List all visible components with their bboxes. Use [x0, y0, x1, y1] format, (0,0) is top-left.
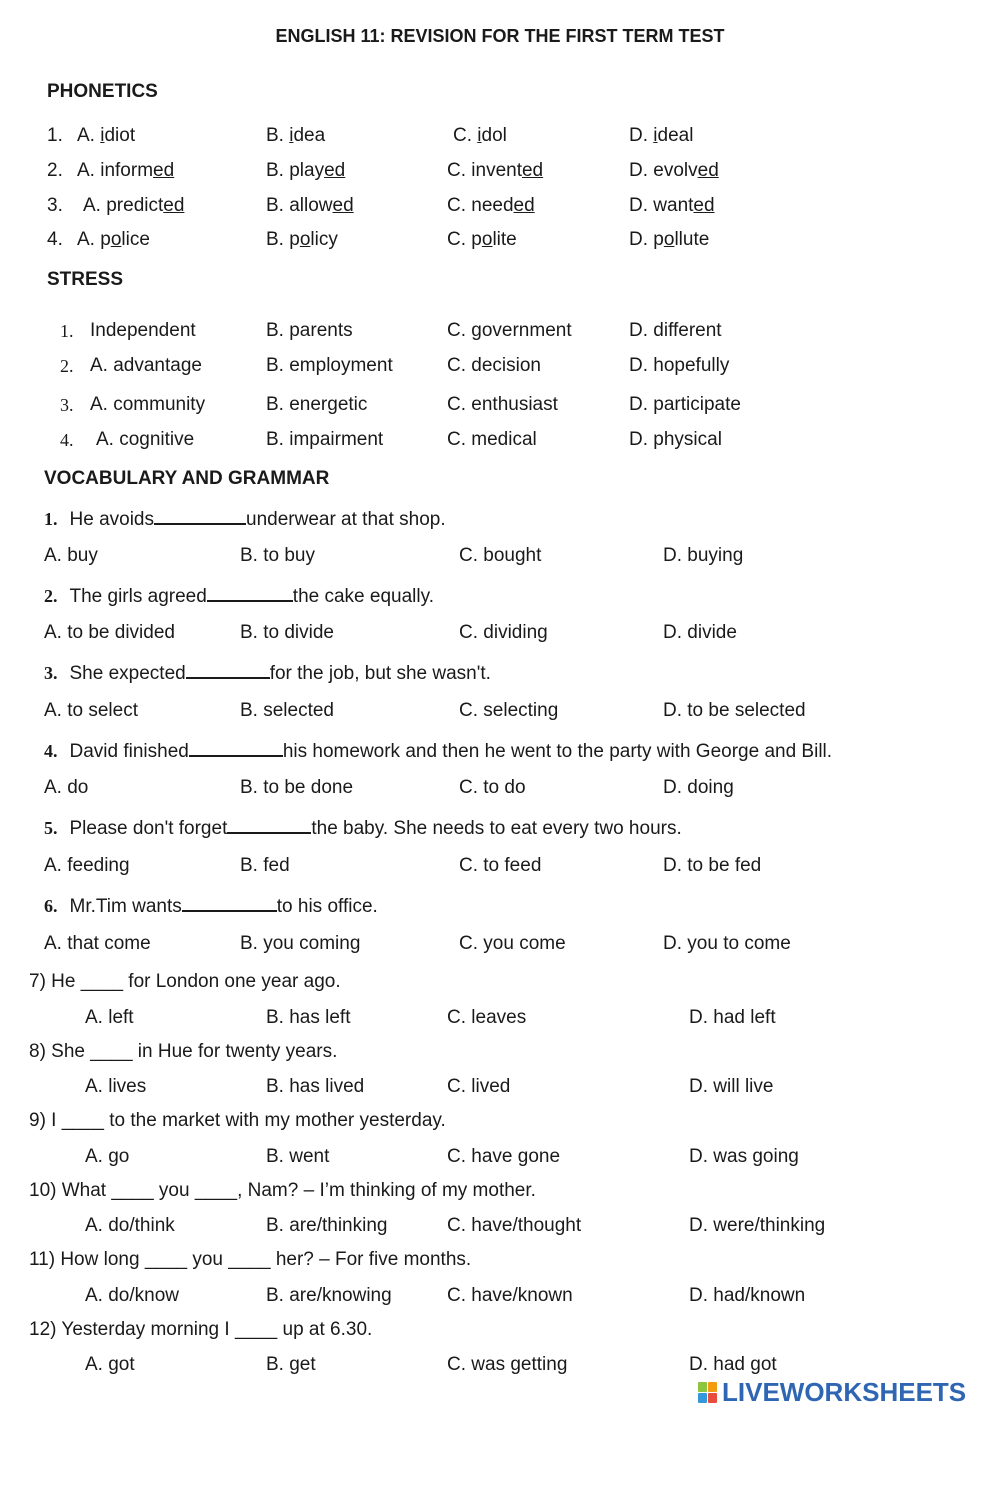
stress-heading: STRESS — [47, 269, 124, 290]
phonetics-option[interactable] — [266, 196, 354, 215]
answer-option[interactable]: B. to divide — [240, 622, 334, 643]
phonetics-option[interactable] — [629, 196, 715, 215]
answer-option[interactable]: A. buy — [44, 545, 98, 566]
stress-item-number: 4. — [60, 430, 74, 450]
answer-option[interactable]: B. selected — [240, 700, 334, 721]
answer-option[interactable]: B. are/thinking — [266, 1215, 388, 1236]
question-text: She expected — [69, 663, 186, 684]
underlined-sound: i — [100, 125, 105, 146]
option-text: B. allow — [266, 195, 333, 216]
underlined-sound: ed — [521, 160, 544, 181]
question-line: 8) She ____ in Hue for twenty years. — [29, 1041, 338, 1062]
phonetics-option[interactable] — [83, 196, 194, 215]
answer-option[interactable]: B. get — [266, 1354, 316, 1375]
underlined-sound: i — [653, 125, 658, 146]
answer-option[interactable]: D. had left — [689, 1007, 776, 1028]
answer-option[interactable]: A. got — [85, 1354, 135, 1375]
question-text: for the job, but she wasn't. — [269, 663, 491, 684]
question-line — [44, 508, 446, 529]
question-line: 10) What ____ you ____, Nam? – I’m thinking of my mother. — [29, 1180, 536, 1201]
option-text: C. p — [447, 229, 482, 250]
answer-option[interactable]: B. you coming — [240, 933, 361, 954]
question-line — [44, 895, 378, 916]
answer-option[interactable]: C. was getting — [447, 1354, 568, 1375]
answer-option[interactable]: B. to buy — [240, 545, 315, 566]
stress-option[interactable]: B. impairment — [266, 429, 384, 450]
stress-option[interactable]: B. energetic — [266, 394, 368, 415]
underlined-sound: ed — [153, 160, 175, 181]
question-line — [44, 817, 682, 838]
phonetics-option[interactable] — [629, 126, 693, 145]
answer-option[interactable]: C. lived — [447, 1076, 511, 1097]
question-text: David finished — [69, 741, 189, 762]
answer-option[interactable]: B. has left — [266, 1007, 351, 1028]
underlined-sound: o — [481, 229, 493, 250]
page-title: ENGLISH 11: REVISION FOR THE FIRST TERM TEST — [275, 26, 725, 46]
stress-option[interactable]: D. participate — [629, 394, 741, 415]
phonetics-heading: PHONETICS — [47, 81, 158, 102]
option-text: D. — [629, 125, 654, 146]
answer-option[interactable]: C. dividing — [459, 622, 548, 643]
phonetics-option[interactable] — [629, 230, 709, 249]
answer-blank[interactable] — [154, 508, 246, 525]
stress-option[interactable]: D. hopefully — [629, 355, 730, 376]
answer-option[interactable]: A. do/think — [85, 1215, 175, 1236]
phonetics-item-number: 1. — [47, 125, 63, 146]
stress-option[interactable]: C. enthusiast — [447, 394, 558, 415]
answer-option[interactable]: C. selecting — [459, 700, 559, 721]
answer-blank[interactable] — [207, 585, 293, 602]
liveworksheets-logo[interactable] — [698, 1378, 994, 1408]
question-line — [44, 662, 491, 683]
option-text: C. need — [447, 195, 514, 216]
stress-option[interactable]: C. medical — [447, 429, 537, 450]
question-number: 6. — [44, 896, 58, 916]
option-text: dol — [481, 125, 507, 146]
liveworksheets-logo-icon — [698, 1382, 718, 1404]
question-text: the baby. She needs to eat every two hours. — [311, 818, 682, 839]
underlined-sound: ed — [332, 195, 354, 216]
stress-option[interactable]: A. cognitive — [96, 429, 195, 450]
answer-option[interactable]: A. feeding — [44, 855, 130, 876]
underlined-sound: o — [110, 229, 122, 250]
underlined-sound: ed — [324, 160, 346, 181]
option-text: B. play — [266, 160, 325, 181]
logo-text: LIVEWORKSHEETS — [722, 1377, 967, 1407]
phonetics-option[interactable] — [629, 161, 719, 180]
answer-option[interactable]: D. were/thinking — [689, 1215, 826, 1236]
stress-option[interactable]: C. decision — [447, 355, 541, 376]
option-text: C. — [453, 125, 478, 146]
question-number: 5. — [44, 818, 58, 838]
underlined-sound: ed — [163, 195, 185, 216]
option-text: D. evolv — [629, 160, 698, 181]
answer-option[interactable]: D. had got — [689, 1354, 777, 1375]
option-text: A. predict — [83, 195, 164, 216]
question-line: 9) I ____ to the market with my mother yesterday. — [29, 1110, 446, 1131]
underlined-sound: i — [477, 125, 482, 146]
stress-option[interactable]: Independent — [90, 320, 196, 341]
option-text: diot — [104, 125, 136, 146]
underlined-sound: ed — [693, 195, 715, 216]
question-line: 11) How long ____ you ____ her? – For five months. — [29, 1249, 472, 1270]
underlined-sound: o — [299, 229, 311, 250]
option-text: llute — [674, 229, 710, 250]
phonetics-option[interactable] — [453, 126, 507, 145]
answer-option[interactable]: D. doing — [663, 777, 734, 798]
stress-option[interactable]: A. community — [90, 394, 206, 415]
phonetics-option[interactable] — [447, 161, 543, 180]
underlined-sound: ed — [697, 160, 719, 181]
answer-option[interactable]: C. have/thought — [447, 1215, 582, 1236]
answer-blank[interactable] — [182, 895, 277, 912]
stress-option[interactable]: A. advantage — [90, 355, 202, 376]
answer-option[interactable]: C. have/known — [447, 1285, 573, 1306]
option-text: licy — [310, 229, 338, 250]
option-text: A. p — [77, 229, 111, 250]
option-text: D. want — [629, 195, 694, 216]
question-text: to his office. — [276, 896, 378, 917]
answer-option[interactable]: D. to be selected — [663, 700, 806, 721]
question-number: 2. — [44, 586, 58, 606]
answer-option[interactable]: D. will live — [689, 1076, 774, 1097]
answer-option[interactable]: A. do/know — [85, 1285, 179, 1306]
answer-option[interactable]: B. to be done — [240, 777, 354, 798]
answer-option[interactable]: C. to do — [459, 777, 526, 798]
answer-option[interactable]: C. you come — [459, 933, 566, 954]
question-text: The girls agreed — [69, 586, 207, 607]
phonetics-option[interactable] — [266, 161, 353, 180]
phonetics-option[interactable] — [266, 230, 338, 249]
question-text: Mr.Tim wants — [69, 896, 182, 917]
answer-option[interactable]: B. are/knowing — [266, 1285, 392, 1306]
phonetics-option[interactable] — [77, 230, 150, 249]
answer-option[interactable]: D. you to come — [663, 933, 791, 954]
stress-option[interactable]: B. parents — [266, 320, 353, 341]
underlined-sound: o — [663, 229, 675, 250]
phonetics-item-number: 4. — [47, 229, 63, 250]
stress-item-number: 1. — [60, 321, 74, 341]
question-number: 1. — [44, 509, 58, 529]
phonetics-item-number: 2. — [47, 160, 63, 181]
phonetics-option[interactable] — [266, 126, 325, 145]
answer-option[interactable]: A. do — [44, 777, 89, 798]
answer-option[interactable]: D. buying — [663, 545, 744, 566]
phonetics-item-number: 3. — [47, 195, 63, 216]
option-text: C. invent — [447, 160, 522, 181]
answer-blank[interactable] — [189, 740, 283, 757]
phonetics-option[interactable] — [447, 230, 517, 249]
stress-option[interactable]: D. physical — [629, 429, 722, 450]
answer-option[interactable]: D. divide — [663, 622, 737, 643]
phonetics-option[interactable] — [77, 161, 182, 180]
answer-option[interactable]: D. was going — [689, 1146, 799, 1167]
question-text: his homework and then he went to the party with George and Bill. — [282, 741, 833, 762]
question-text: Please don't forget — [69, 818, 228, 839]
answer-option[interactable]: A. go — [85, 1146, 130, 1167]
question-line — [44, 740, 832, 761]
option-text: D. p — [629, 229, 664, 250]
option-text: dea — [293, 125, 326, 146]
answer-option[interactable]: A. to be divided — [44, 622, 175, 643]
question-line: 12) Yesterday morning I ____ up at 6.30. — [29, 1319, 373, 1340]
option-text: lite — [492, 229, 517, 250]
answer-option[interactable]: A. left — [85, 1007, 134, 1028]
option-text: deal — [657, 125, 694, 146]
stress-item-number: 2. — [60, 356, 74, 376]
answer-option[interactable]: C. bought — [459, 545, 542, 566]
question-number: 4. — [44, 741, 58, 761]
answer-option[interactable]: B. went — [266, 1146, 330, 1167]
question-line — [44, 585, 434, 606]
phonetics-option[interactable] — [447, 196, 535, 215]
question-number: 3. — [44, 663, 58, 683]
underlined-sound: ed — [513, 195, 535, 216]
option-text: A. inform — [77, 160, 154, 181]
stress-option[interactable]: C. government — [447, 320, 572, 341]
answer-blank[interactable] — [227, 817, 311, 834]
stress-option[interactable]: B. employment — [266, 355, 393, 376]
answer-option[interactable]: B. fed — [240, 855, 290, 876]
stress-item-number: 3. — [60, 395, 74, 415]
question-line: 7) He ____ for London one year ago. — [29, 971, 341, 992]
answer-option[interactable]: A. that come — [44, 933, 151, 954]
answer-option[interactable]: C. have gone — [447, 1146, 561, 1167]
answer-option[interactable]: A. to select — [44, 700, 138, 721]
answer-option[interactable]: A. lives — [85, 1076, 147, 1097]
answer-blank[interactable] — [186, 662, 270, 679]
stress-option[interactable]: D. different — [629, 320, 722, 341]
answer-option[interactable]: C. leaves — [447, 1007, 527, 1028]
answer-option[interactable]: D. to be fed — [663, 855, 762, 876]
option-text: B. p — [266, 229, 300, 250]
question-text: the cake equally. — [292, 586, 434, 607]
answer-option[interactable]: B. has lived — [266, 1076, 365, 1097]
question-text: He avoids — [69, 509, 154, 530]
phonetics-option[interactable] — [77, 126, 135, 145]
answer-option[interactable]: D. had/known — [689, 1285, 806, 1306]
option-text: lice — [121, 229, 150, 250]
question-text: underwear at that shop. — [246, 509, 446, 530]
vocab-heading: VOCABULARY AND GRAMMAR — [44, 468, 330, 489]
option-text: A. — [77, 125, 101, 146]
option-text: B. — [266, 125, 290, 146]
underlined-sound: i — [289, 125, 294, 146]
answer-option[interactable]: C. to feed — [459, 855, 542, 876]
